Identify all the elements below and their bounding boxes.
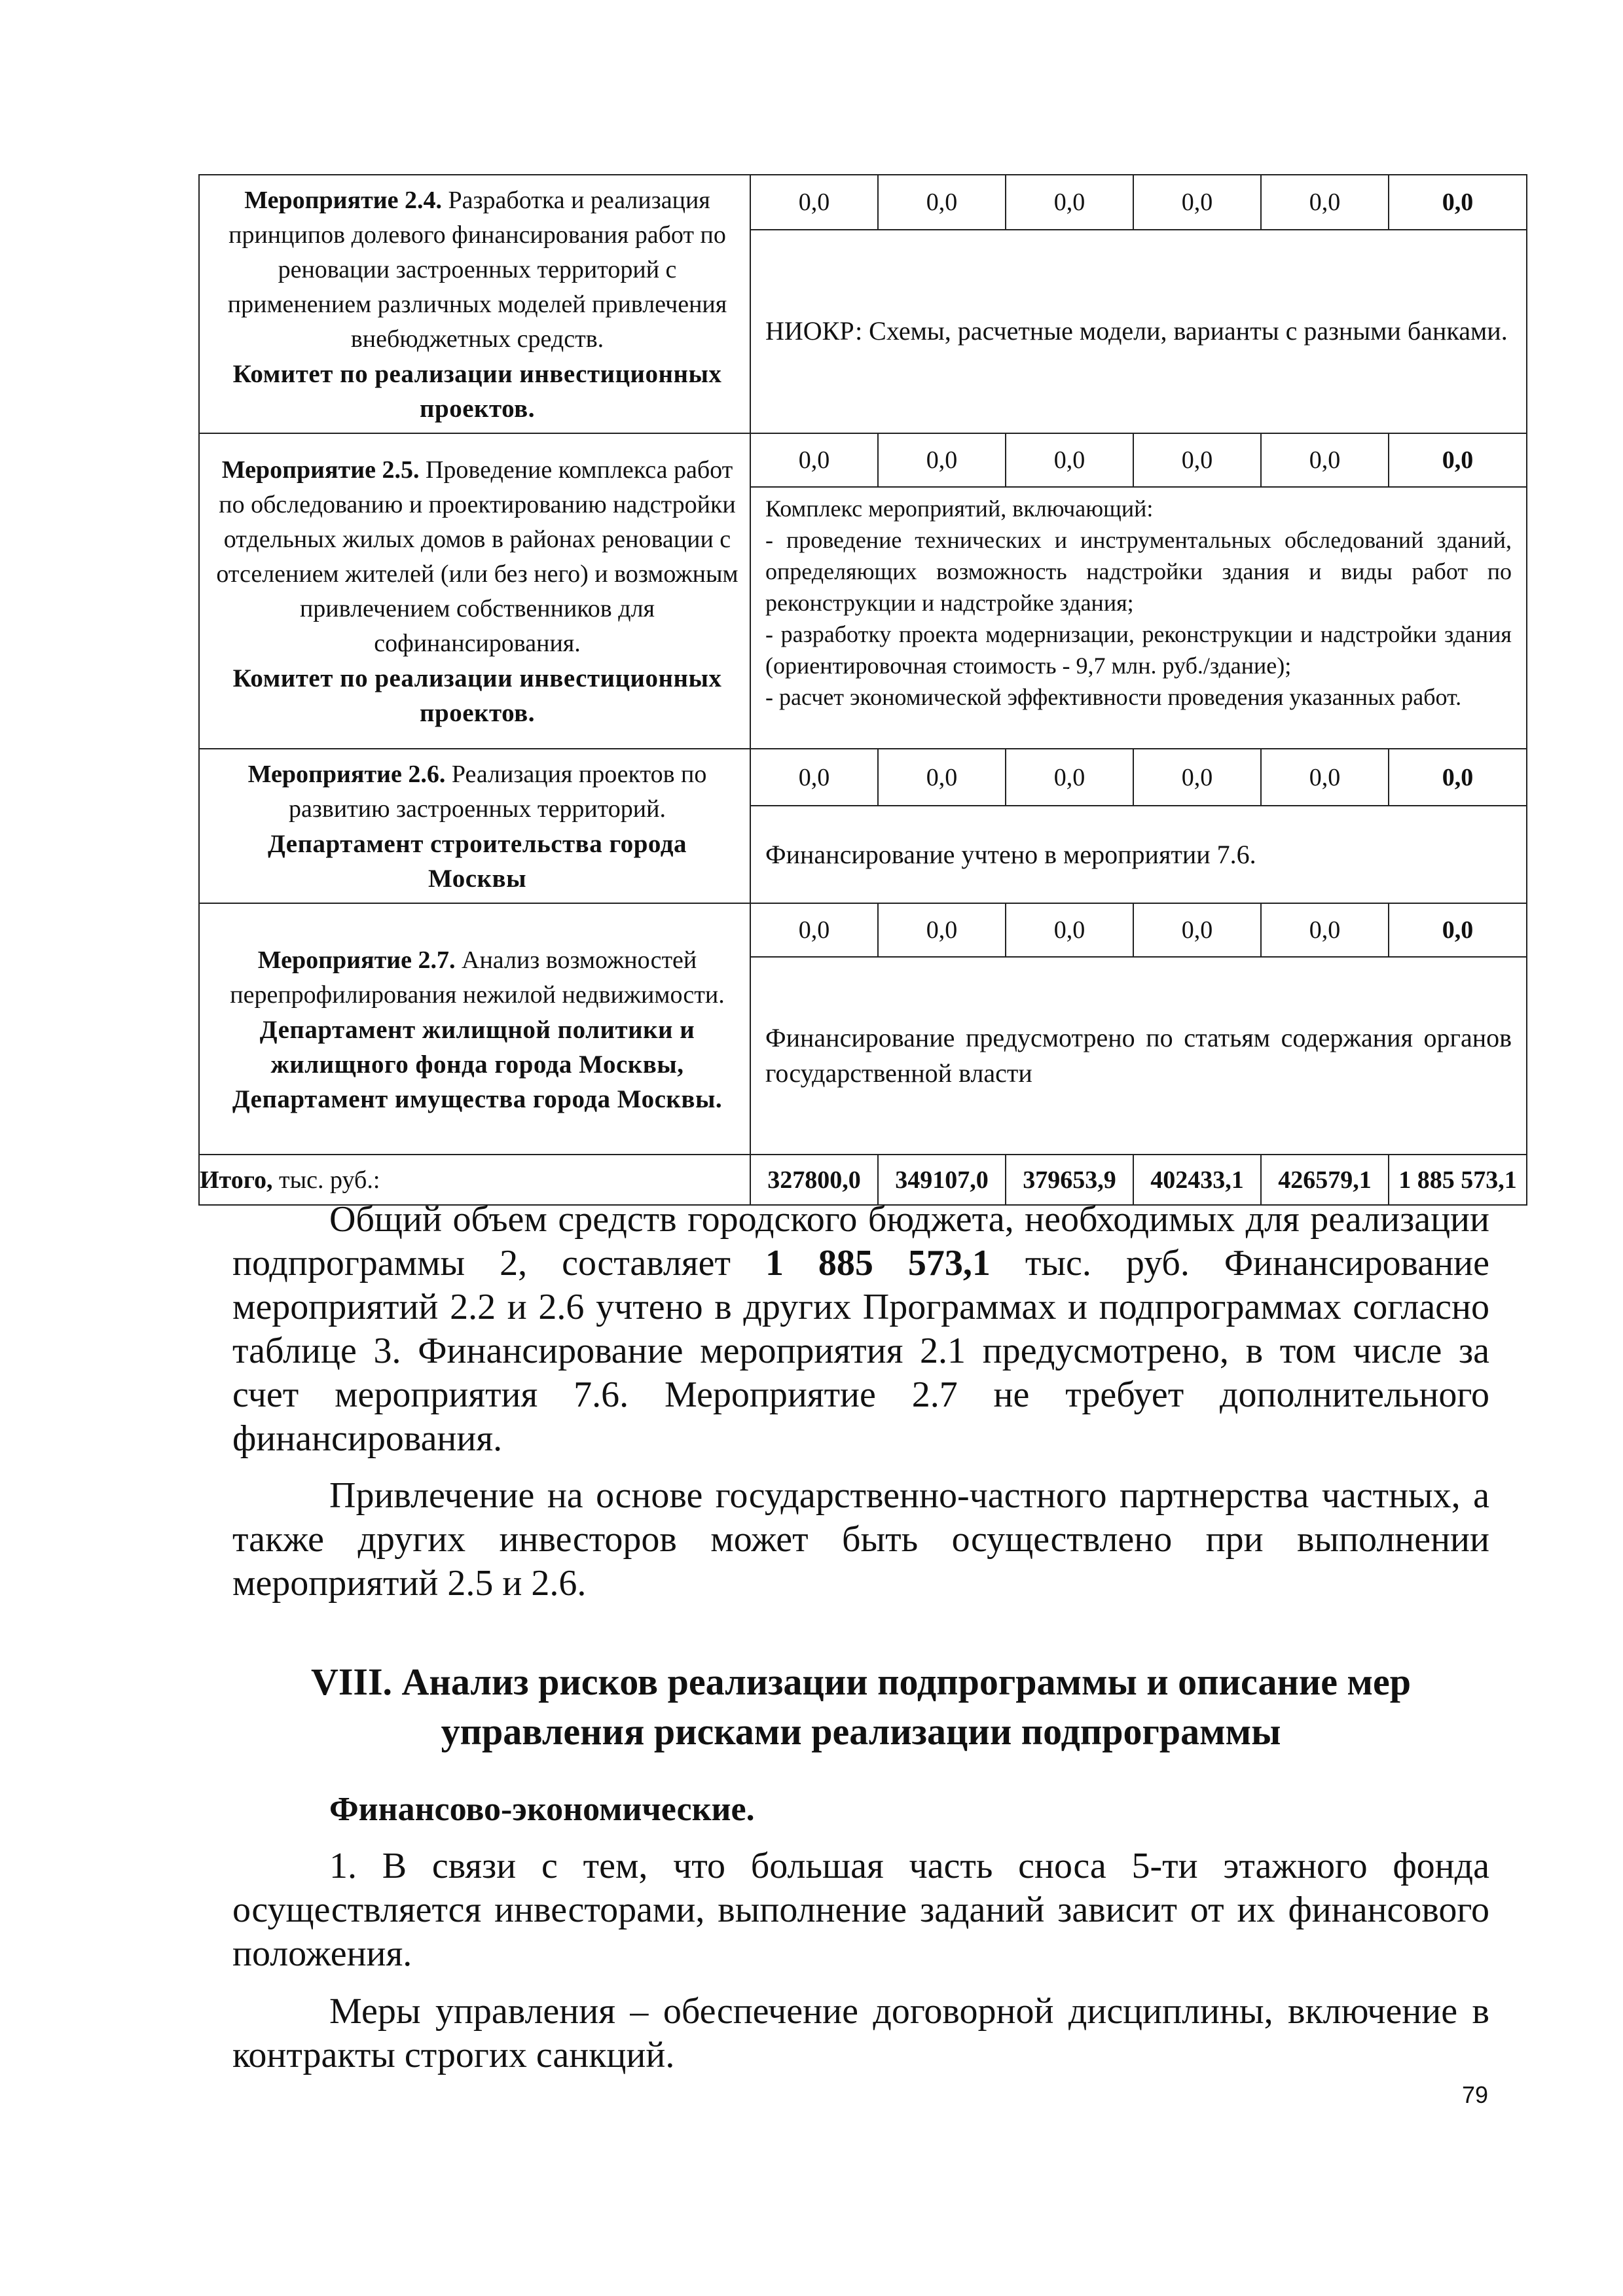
value-cell: 0,0: [878, 175, 1006, 230]
measure-title: Мероприятие 2.4.: [244, 187, 442, 214]
measure-text: Реализация проектов по развитию застроенных территорий.: [289, 761, 707, 823]
summary-value: 402433,1: [1133, 1155, 1261, 1205]
value-cell: 0,0: [750, 749, 878, 806]
value-cell: 0,0: [1006, 903, 1133, 957]
section-heading: [232, 1657, 1489, 1757]
measure-cell: [199, 903, 750, 1155]
table-row: [199, 433, 1527, 487]
table-row: [199, 749, 1527, 806]
value-cell: 0,0: [1006, 749, 1133, 806]
paragraph-measures-text: Меры управления – обеспечение договорной дисциплины, включение в контракты строгих санкций.: [232, 1991, 1489, 2075]
paragraph-risk-text: 1. В связи с тем, что большая часть сноса 5-ти этажного фонда осуществляется инвесторами, выполнение заданий зависит от их финансового положения.: [232, 1846, 1489, 1974]
summary-value: 349107,0: [878, 1155, 1006, 1205]
measure-cell: [199, 433, 750, 749]
value-cell: 0,0: [750, 175, 878, 230]
measure-responsible: Комитет по реализации инвестиционных проектов.: [232, 664, 722, 727]
measure-text: Проведение комплекса работ по обследованию и проектированию надстройки отдельных жилых домов в районах реновации с отселением жителей (или без него) и возможным привлечением собственников для софинансирования.: [216, 456, 739, 657]
total-cell: 0,0: [1389, 903, 1527, 957]
table-row: [199, 175, 1527, 230]
value-cell: 0,0: [878, 749, 1006, 806]
measure-description: Финансирование предусмотрено по статьям содержания органов государственной власти: [750, 957, 1527, 1155]
measure-cell: [199, 749, 750, 903]
measure-text: Разработка и реализация принципов долевого финансирования работ по реновации застроенных территорий с применением различных моделей привлечения внебюджетных средств.: [227, 187, 727, 353]
paragraph-ppp: [232, 1474, 1489, 1605]
value-cell: 0,0: [1006, 175, 1133, 230]
total-cell: 0,0: [1389, 175, 1527, 230]
measure-text: Анализ возможностей перепрофилирования нежилой недвижимости.: [230, 946, 725, 1009]
paragraph-budget-amount: 1 885 573,1: [765, 1243, 991, 1283]
value-cell: 0,0: [878, 903, 1006, 957]
value-cell: 0,0: [1261, 749, 1389, 806]
measure-responsible: Департамент жилищной политики и жилищного фонда города Москвы, Департамент имущества города Москвы.: [232, 1015, 723, 1113]
measure-responsible: Департамент строительства города Москвы: [267, 830, 687, 893]
summary-label-bold: Итого,: [200, 1166, 273, 1194]
paragraph-budget: [232, 1198, 1489, 1461]
description-line: - разработку проекта модернизации, реконструкции и надстройки здания (ориентировочная стоимость - 9,7 млн. руб./здание);: [765, 621, 1512, 679]
section-heading-line1: VIII. Анализ рисков реализации подпрограммы и описание мер: [310, 1660, 1412, 1703]
measure-description: Финансирование учтено в мероприятии 7.6.: [750, 806, 1527, 903]
value-cell: 0,0: [1133, 903, 1261, 957]
measure-title: Мероприятие 2.6.: [247, 761, 446, 788]
measure-description: [750, 487, 1527, 749]
value-cell: 0,0: [1261, 903, 1389, 957]
value-cell: 0,0: [750, 433, 878, 487]
value-cell: 0,0: [1133, 749, 1261, 806]
summary-value: 379653,9: [1006, 1155, 1133, 1205]
measure-title: Мероприятие 2.5.: [221, 456, 420, 484]
table-row: [199, 903, 1527, 957]
total-cell: 0,0: [1389, 433, 1527, 487]
section-heading-line2: управления рисками реализации подпрограммы: [441, 1710, 1281, 1753]
measure-title: Мероприятие 2.7.: [257, 946, 456, 974]
summary-total: 1 885 573,1: [1389, 1155, 1527, 1205]
value-cell: 0,0: [1006, 433, 1133, 487]
value-cell: 0,0: [1261, 433, 1389, 487]
paragraph-risk: [232, 1844, 1489, 1976]
value-cell: 0,0: [750, 903, 878, 957]
measure-responsible: Комитет по реализации инвестиционных проектов.: [232, 360, 722, 423]
summary-value: 426579,1: [1261, 1155, 1389, 1205]
value-cell: 0,0: [1133, 433, 1261, 487]
financing-table: [198, 174, 1527, 1206]
subheading: Финансово-экономические.: [329, 1791, 755, 1828]
paragraph-measures: [232, 1990, 1489, 2077]
total-cell: 0,0: [1389, 749, 1527, 806]
value-cell: 0,0: [1261, 175, 1389, 230]
paragraph-budget-part2: тыс. руб. Финансирование мероприятий 2.2 и 2.6 учтено в других Программах и подпрограммах согласно таблице 3. Финансирование мероприятия 2.1 предусмотрено, в том числе за счет мероприятия 7.6. Мероприятие 2.7 не требует дополнительного финансирования.: [232, 1243, 1489, 1459]
value-cell: 0,0: [878, 433, 1006, 487]
description-line: - расчет экономической эффективности проведения указанных работ.: [765, 684, 1462, 710]
measure-description: НИОКР: Схемы, расчетные модели, варианты с разными банками.: [750, 230, 1527, 433]
description-line: Комплекс мероприятий, включающий:: [765, 495, 1154, 522]
value-cell: 0,0: [1133, 175, 1261, 230]
page-number: 79: [1462, 2081, 1489, 2108]
paragraph-budget-part1: Общий объем средств городского бюджета, необходимых для реализации подпрограммы 2, составляет: [232, 1199, 1489, 1283]
description-line: - проведение технических и инструментальных обследований зданий, определяющих возможность надстройки здания и виды работ по реконструкции и надстройке здания;: [765, 527, 1512, 616]
summary-label-unit: тыс. руб.:: [279, 1166, 380, 1194]
paragraph-ppp-text: Привлечение на основе государственно-частного партнерства частных, а также других инвесторов может быть осуществлено при выполнении мероприятий 2.5 и 2.6.: [232, 1475, 1489, 1604]
summary-value: 327800,0: [750, 1155, 878, 1205]
measure-cell: [199, 175, 750, 433]
